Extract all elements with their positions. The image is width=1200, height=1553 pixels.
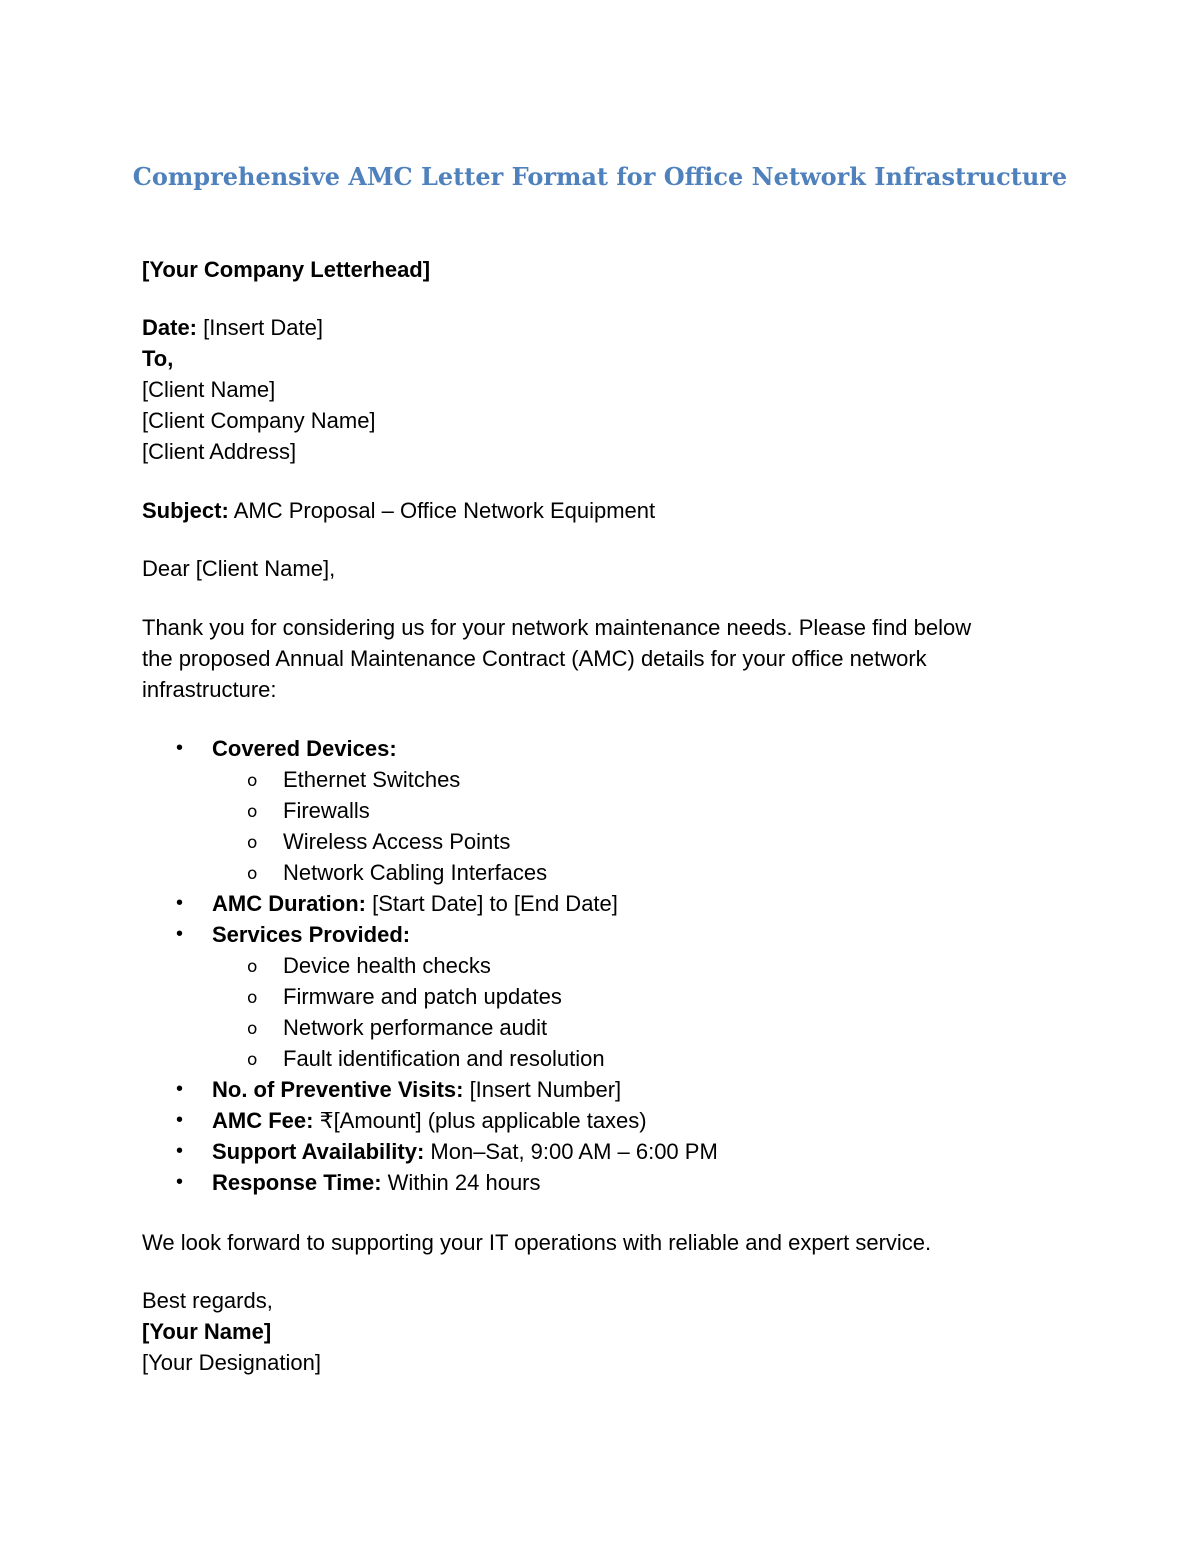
device-name: Wireless Access Points [283, 829, 511, 854]
closing-text: We look forward to supporting your IT operations with reliable and expert service. [142, 1230, 932, 1255]
sub-list-item [0, 826, 1200, 857]
circle-bullet-icon: o [247, 988, 258, 1008]
circle-bullet-icon: o [247, 864, 258, 884]
amc-details-list [0, 733, 1200, 1198]
response-value: Within 24 hours [381, 1170, 541, 1195]
service-name: Network performance audit [283, 1015, 548, 1040]
amc-duration-value: [Start Date] to [End Date] [365, 891, 618, 916]
bullet-icon: • [176, 1109, 184, 1131]
regards-text: Best regards, [142, 1288, 273, 1313]
amc-duration-label: AMC Duration: [212, 891, 366, 916]
fee-value: ₹[Amount] (plus applicable taxes) [313, 1108, 647, 1133]
circle-bullet-icon: o [247, 957, 258, 977]
date-label: Date: [142, 315, 198, 340]
sender-name: [Your Name] [142, 1319, 272, 1344]
sub-list-item [0, 764, 1200, 795]
circle-bullet-icon: o [247, 1050, 258, 1070]
circle-bullet-icon: o [247, 771, 258, 791]
sub-list-item [0, 1012, 1200, 1043]
bullet-icon: • [176, 1140, 184, 1162]
list-item-fee [0, 1105, 1200, 1136]
intro-line: infrastructure: [142, 677, 277, 702]
support-label: Support Availability: [212, 1139, 425, 1164]
recipient-name: [Client Name] [142, 377, 276, 402]
list-item-support [0, 1136, 1200, 1167]
subject-value: AMC Proposal – Office Network Equipment [228, 498, 656, 523]
circle-bullet-icon: o [247, 1019, 258, 1039]
sub-list-item [0, 950, 1200, 981]
salutation-text: Dear [Client Name], [142, 556, 336, 581]
bullet-icon: • [176, 923, 184, 945]
list-item-response [0, 1167, 1200, 1198]
sub-list-item [0, 857, 1200, 888]
covered-devices-label: Covered Devices: [212, 736, 397, 761]
date-line [142, 312, 1042, 343]
support-value: Mon–Sat, 9:00 AM – 6:00 PM [424, 1139, 718, 1164]
intro-line: the proposed Annual Maintenance Contract (AMC) details for your office network [142, 646, 927, 671]
letterhead [142, 254, 1042, 285]
service-name: Firmware and patch updates [283, 984, 562, 1009]
list-item-services [0, 919, 1200, 950]
bullet-icon: • [176, 737, 184, 759]
response-label: Response Time: [212, 1170, 382, 1195]
subject-line [142, 495, 1042, 526]
circle-bullet-icon: o [247, 802, 258, 822]
fee-label: AMC Fee: [212, 1108, 314, 1133]
intro-line: Thank you for considering us for your network maintenance needs. Please find below [142, 615, 972, 640]
device-name: Ethernet Switches [283, 767, 461, 792]
list-item-amc-duration [0, 888, 1200, 919]
document-title: Comprehensive AMC Letter Format for Office Network Infrastructure [132, 162, 1068, 191]
circle-bullet-icon: o [247, 833, 258, 853]
letterhead-text: [Your Company Letterhead] [142, 257, 431, 282]
sub-list-item [0, 981, 1200, 1012]
to-label: To, [142, 346, 174, 371]
intro-paragraph [142, 612, 1042, 705]
device-name: Network Cabling Interfaces [283, 860, 548, 885]
device-name: Firewalls [283, 798, 370, 823]
bullet-icon: • [176, 1078, 184, 1100]
salutation [142, 553, 1042, 584]
sub-list-item [0, 795, 1200, 826]
sub-list-item [0, 1043, 1200, 1074]
subject-label: Subject: [142, 498, 229, 523]
visits-value: [Insert Number] [463, 1077, 622, 1102]
visits-label: No. of Preventive Visits: [212, 1077, 464, 1102]
recipient-address: [Client Address] [142, 439, 297, 464]
list-item-visits [0, 1074, 1200, 1105]
services-label: Services Provided: [212, 922, 411, 947]
date-value: [Insert Date] [197, 315, 323, 340]
signature-block [142, 1285, 1042, 1378]
bullet-icon: • [176, 892, 184, 914]
closing-paragraph [142, 1227, 1042, 1258]
list-item-covered-devices [0, 733, 1200, 764]
service-name: Fault identification and resolution [283, 1046, 605, 1071]
recipient-company: [Client Company Name] [142, 408, 376, 433]
sender-designation: [Your Designation] [142, 1350, 321, 1375]
address-block [142, 312, 1042, 467]
bullet-icon: • [176, 1171, 184, 1193]
service-name: Device health checks [283, 953, 491, 978]
